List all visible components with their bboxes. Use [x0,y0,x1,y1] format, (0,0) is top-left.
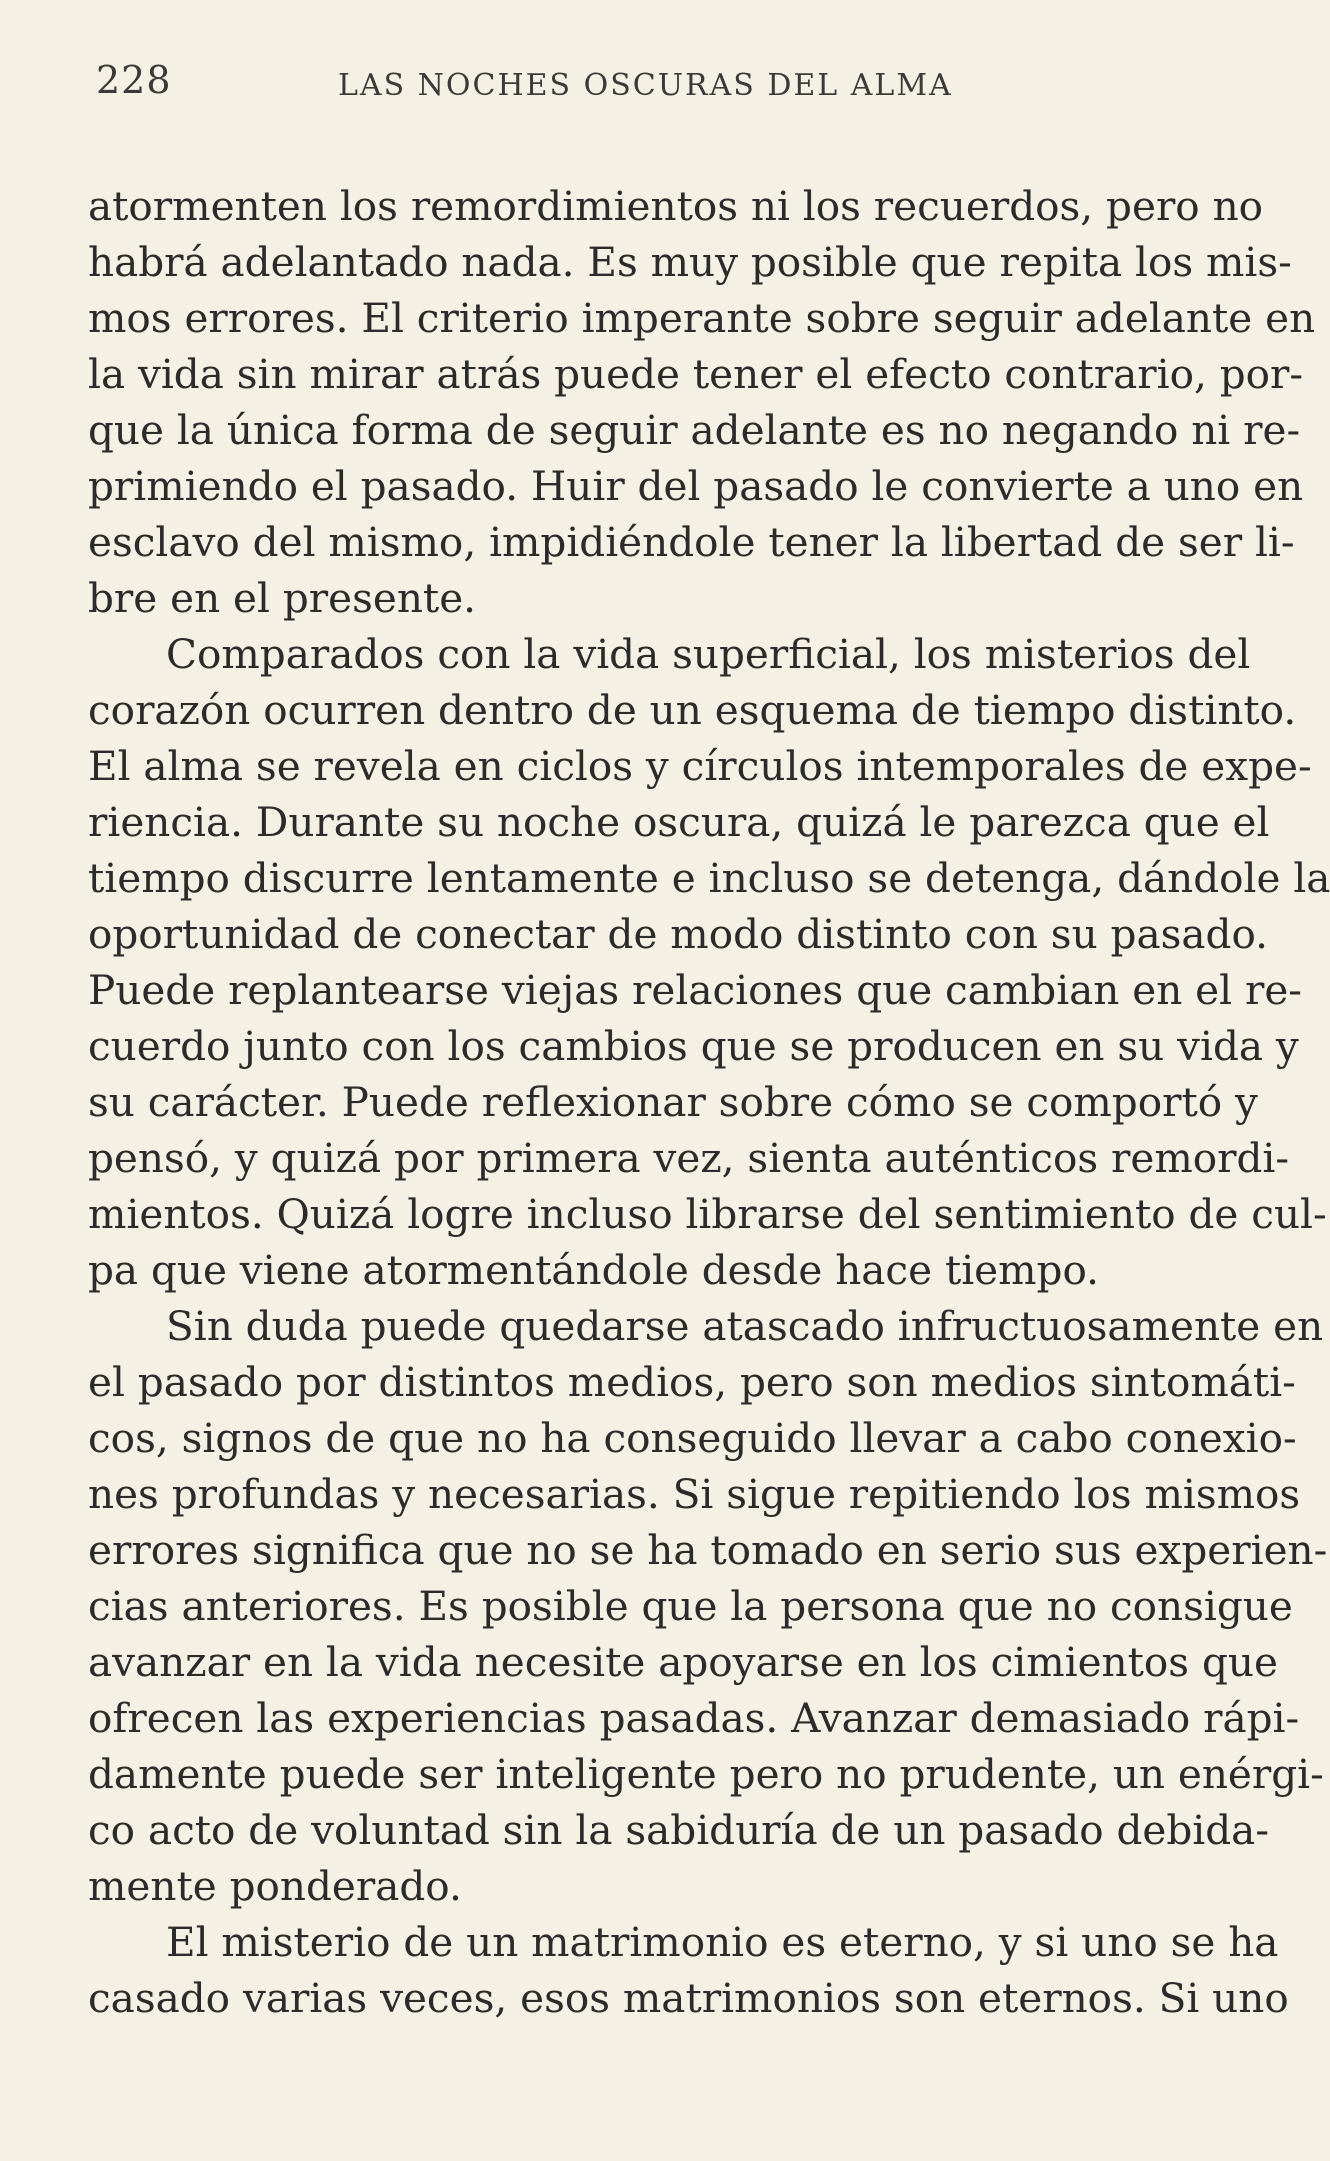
text-line: Comparados con la vida superficial, los misterios del [166,630,1251,678]
text-line: riencia. Durante su noche oscura, quizá le parezca que el [88,798,1270,846]
text-line: habrá adelantado nada. Es muy posible que repita los mis- [88,238,1292,286]
text-line: mos errores. El criterio imperante sobre seguir adelante en [88,294,1316,342]
text-line: la vida sin mirar atrás puede tener el efecto contrario, por- [88,350,1304,398]
text-line: pensó, y quizá por primera vez, sienta auténticos remordi- [88,1134,1290,1182]
text-line: damente puede ser inteligente pero no prudente, un enérgi- [88,1750,1324,1798]
text-line: El alma se revela en ciclos y círculos intemporales de expe- [88,742,1312,790]
text-line: El misterio de un matrimonio es eterno, y si uno se ha [166,1918,1279,1966]
text-line: tiempo discurre lentamente e incluso se detenga, dándole la [88,854,1330,902]
text-line: avanzar en la vida necesite apoyarse en los cimientos que [88,1638,1278,1686]
text-line: cias anteriores. Es posible que la persona que no consigue [88,1582,1293,1630]
text-line: Sin duda puede quedarse atascado infructuosamente en [166,1302,1324,1350]
text-line: atormenten los remordimientos ni los recuerdos, pero no [88,182,1264,230]
page-header [96,58,1196,118]
text-line: errores significa que no se ha tomado en serio sus experien- [88,1526,1328,1574]
text-line: bre en el presente. [88,574,477,622]
text-line: corazón ocurren dentro de un esquema de tiempo distinto. [88,686,1297,734]
text-line: mientos. Quizá logre incluso librarse del sentimiento de cul- [88,1190,1327,1238]
text-line: cos, signos de que no ha conseguido llevar a cabo conexio- [88,1414,1297,1462]
text-line: pa que viene atormentándole desde hace tiempo. [88,1246,1100,1294]
text-line: que la única forma de seguir adelante es no negando ni re- [88,406,1301,454]
text-line: su carácter. Puede reflexionar sobre cómo se comportó y [88,1078,1258,1126]
text-line: Puede replantearse viejas relaciones que cambian en el re- [88,966,1302,1014]
text-line: co acto de voluntad sin la sabiduría de un pasado debida- [88,1806,1270,1854]
text-line: cuerdo junto con los cambios que se producen en su vida y [88,1022,1299,1070]
text-line: mente ponderado. [88,1862,462,1910]
running-title: LAS NOCHES OSCURAS DEL ALMA [338,68,953,103]
text-line: esclavo del mismo, impidiéndole tener la libertad de ser li- [88,518,1295,566]
text-line: oportunidad de conectar de modo distinto con su pasado. [88,910,1269,958]
text-line: casado varias veces, esos matrimonios son eternos. Si uno [88,1974,1289,2022]
body-text [88,178,1330,2026]
text-line: nes profundas y necesarias. Si sigue repitiendo los mismos [88,1470,1301,1518]
text-line: ofrecen las experiencias pasadas. Avanzar demasiado rápi- [88,1694,1300,1742]
text-line: primiendo el pasado. Huir del pasado le convierte a uno en [88,462,1304,510]
text-line: el pasado por distintos medios, pero son medios sintomáti- [88,1358,1296,1406]
page-number: 228 [96,58,172,102]
